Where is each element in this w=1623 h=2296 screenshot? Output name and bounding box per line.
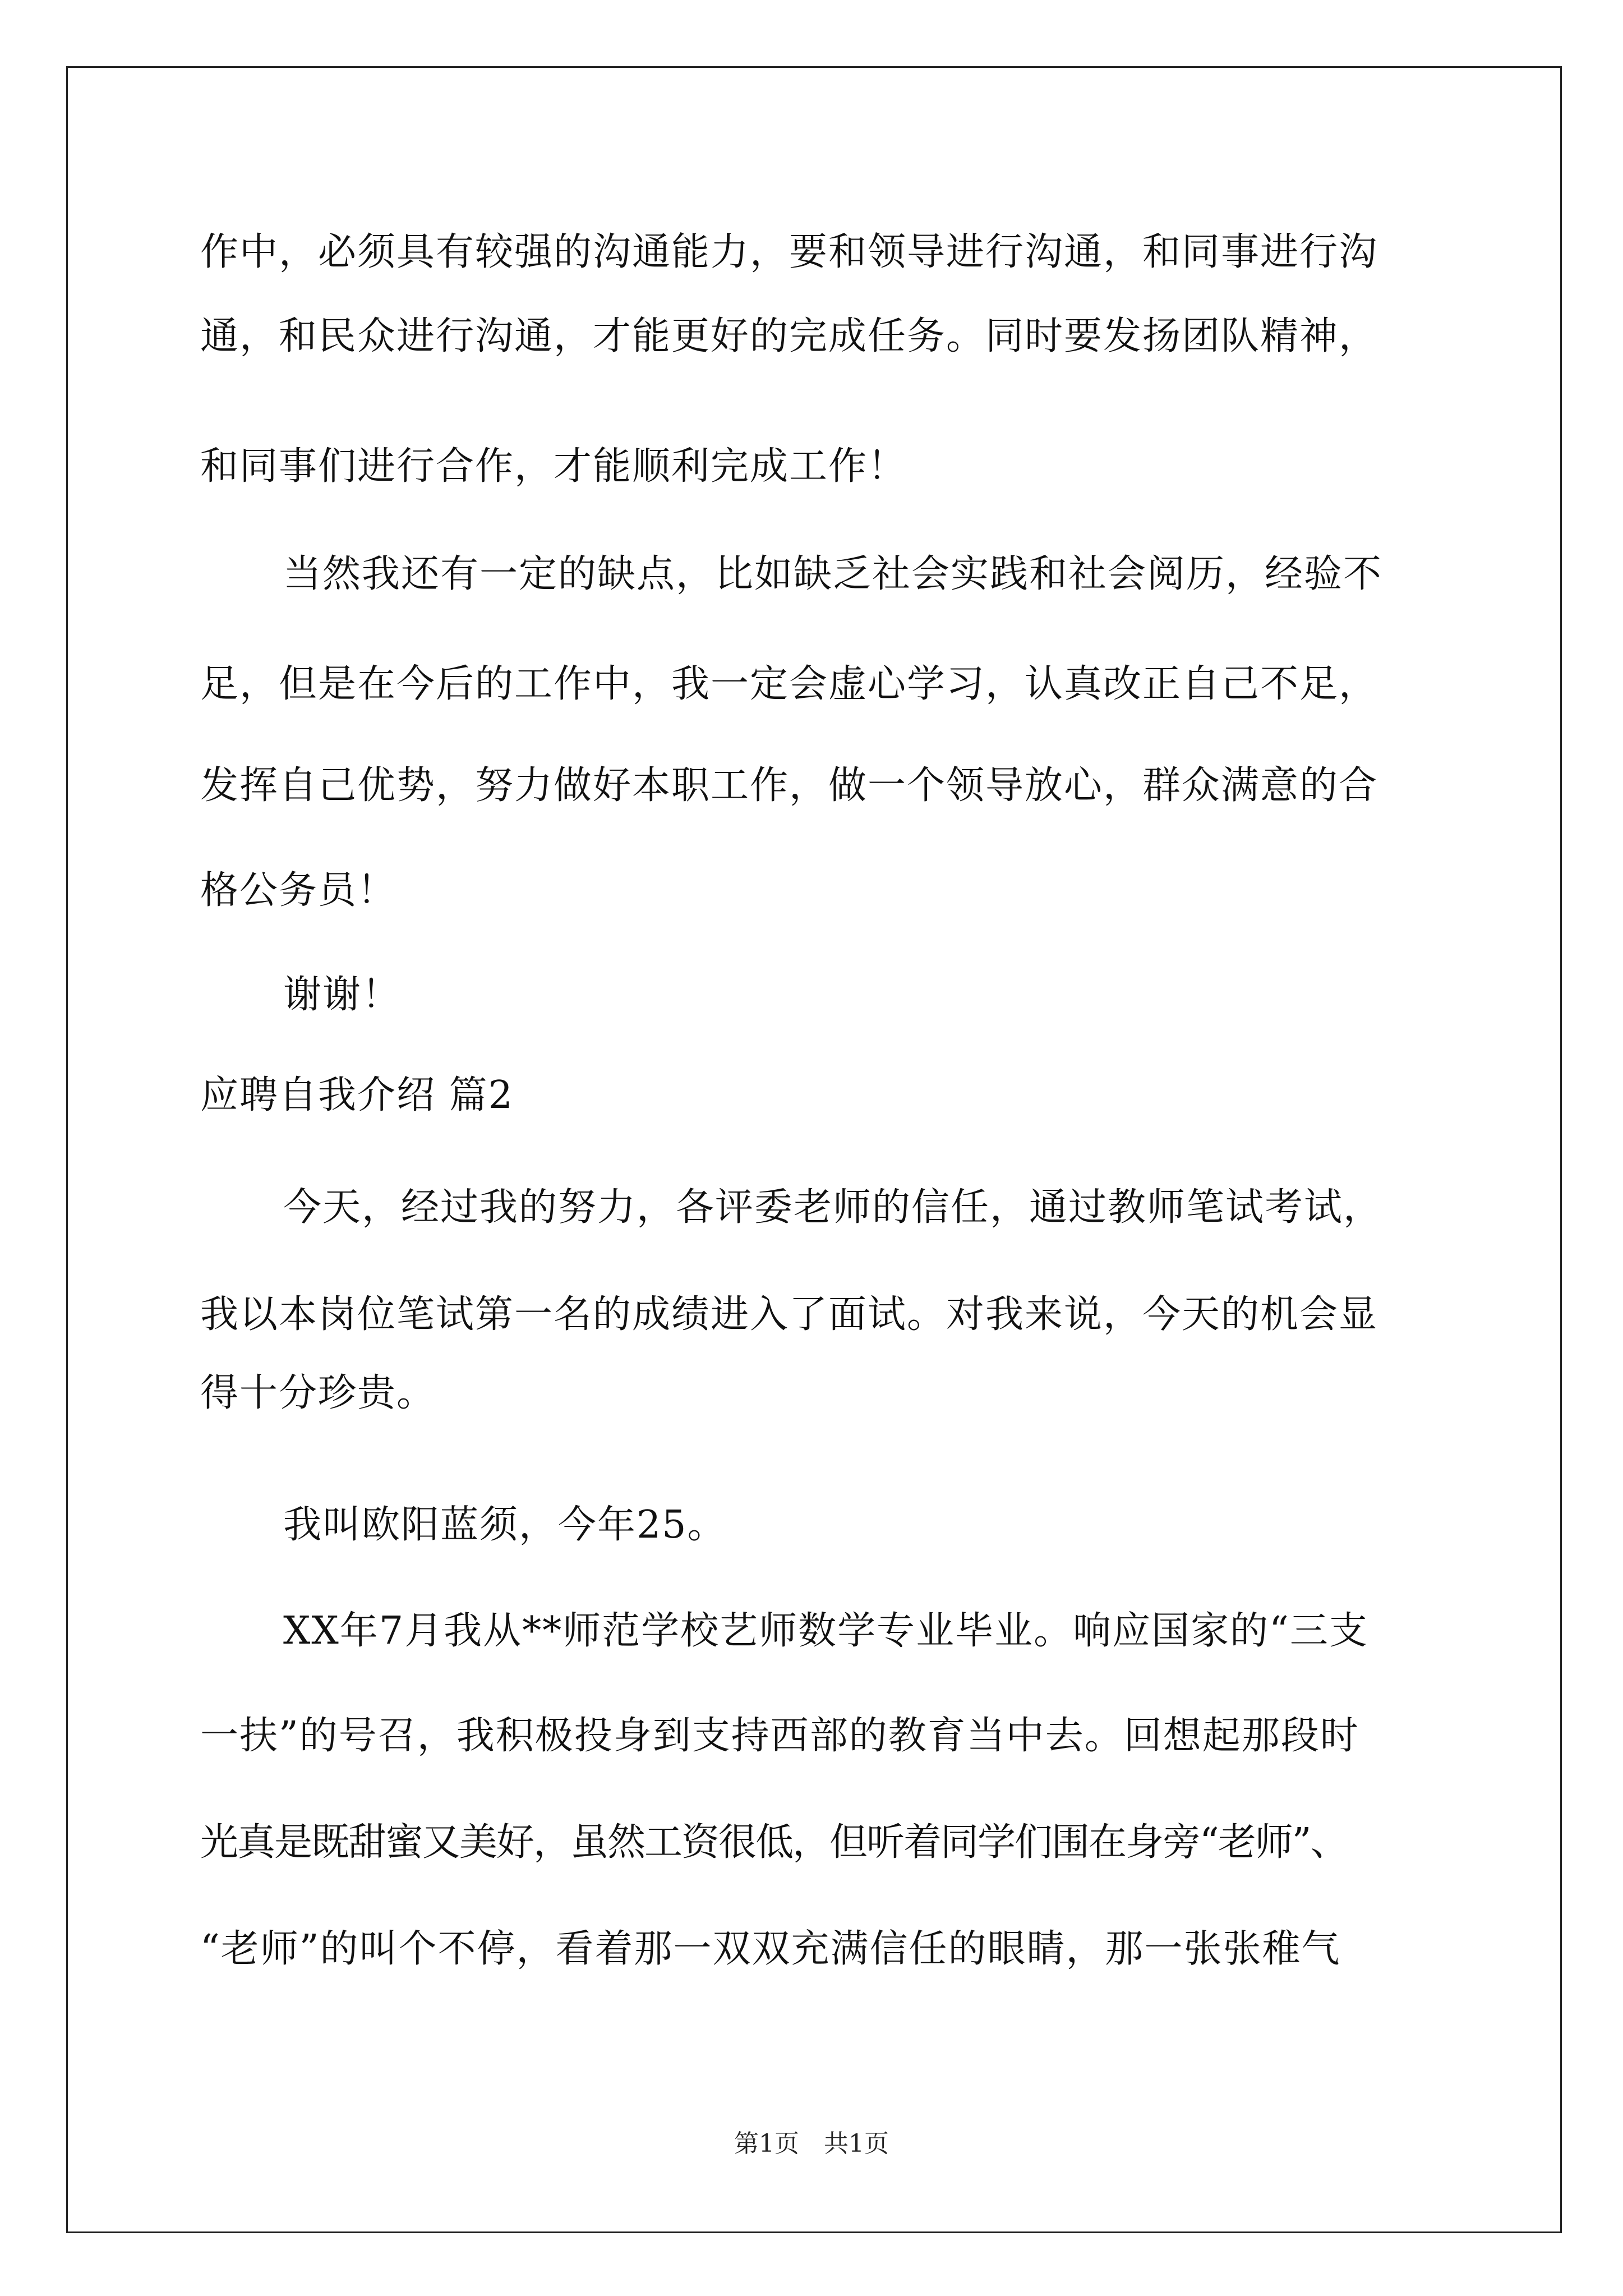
paragraph-line: 今天，经过我的努力，各评委老师的信任，通过教师笔试考试，	[283, 1185, 1383, 1230]
paragraph-line: 足，但是在今后的工作中，我一定会虚心学习，认真改正自己不足，	[200, 662, 1378, 706]
closing-thanks: 谢谢！	[283, 973, 402, 1017]
paragraph-line: 和同事们进行合作，才能顺利完成工作！	[200, 444, 907, 489]
page-footer	[0, 2129, 1623, 2158]
paragraph-line: “老师”的叫个不停，看着那一双双充满信任的眼睛，那一张张稚气	[200, 1927, 1341, 1971]
paragraph-line: 一扶”的号召，我积极投身到支持西部的教育当中去。回想起那段时	[200, 1714, 1359, 1758]
paragraph-line: 通，和民众进行沟通，才能更好的完成任务。同时要发扬团队精神，	[200, 314, 1378, 358]
paragraph-line: 作中，必须具有较强的沟通能力，要和领导进行沟通，和同事进行沟	[200, 230, 1378, 274]
paragraph-line: 发挥自己优势，努力做好本职工作，做一个领导放心，群众满意的合	[200, 763, 1378, 808]
page-total: 共1页	[824, 2129, 889, 2158]
page-border	[66, 66, 1562, 2233]
paragraph-line: 得十分珍贵。	[200, 1371, 436, 1415]
paragraph-line: 光真是既甜蜜又美好，虽然工资很低，但听着同学们围在身旁“老师”、	[200, 1820, 1348, 1865]
section-heading: 应聘自我介绍 篇2	[200, 1073, 514, 1117]
page-number: 第1页	[734, 2129, 799, 2158]
paragraph-line: 我以本岗位笔试第一名的成绩进入了面试。对我来说，今天的机会显	[200, 1292, 1378, 1337]
paragraph-line: XX年7月我从**师范学校艺师数学专业毕业。响应国家的“三支	[283, 1609, 1368, 1653]
paragraph-line: 当然我还有一定的缺点，比如缺乏社会实践和社会阅历，经验不	[283, 552, 1383, 596]
paragraph-line: 格公务员！	[200, 868, 397, 913]
paragraph-line: 我叫欧阳蓝须，今年25。	[283, 1503, 727, 1547]
